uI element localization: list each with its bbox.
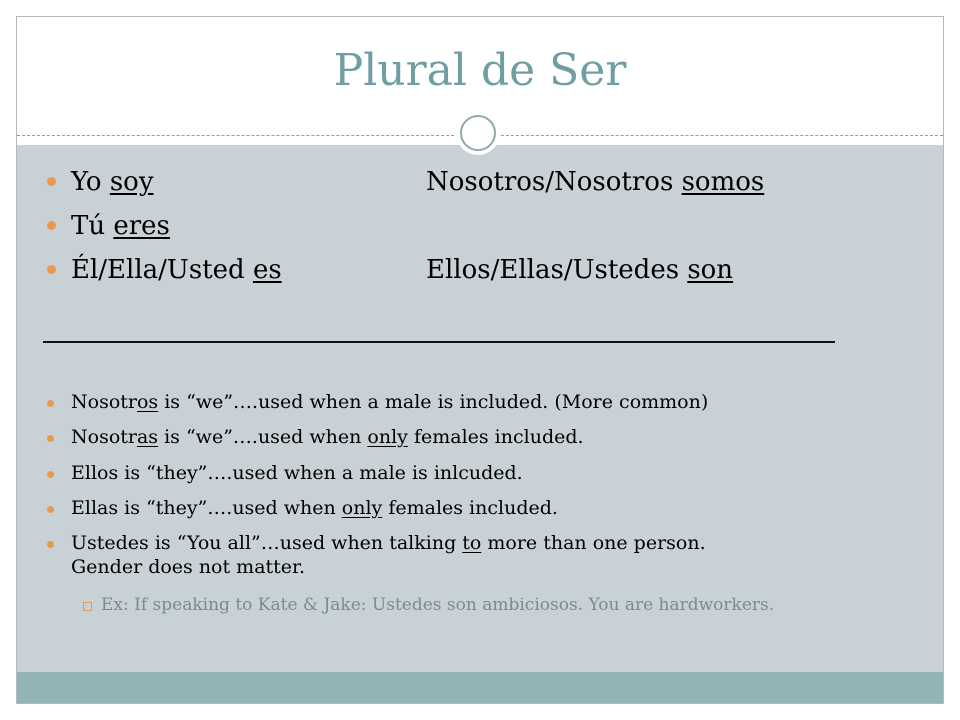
- pronoun-text: Ellos/Ellas/Ustedes: [426, 255, 688, 285]
- note-ustedes-line2: Gender does not matter.: [71, 556, 306, 578]
- note-text: is “we”….used when: [158, 426, 368, 448]
- bullet-icon: [47, 506, 54, 513]
- note-underline: to: [462, 532, 482, 554]
- note-underline: only: [367, 426, 408, 448]
- note-ellas: [71, 497, 558, 519]
- conjugation-ellos: [426, 255, 733, 285]
- conjugation-yo: [71, 167, 154, 197]
- bullet-icon: [47, 435, 54, 442]
- note-text: Nosotr: [71, 426, 137, 448]
- pronoun-text: Yo: [71, 167, 110, 197]
- conjugation-el: [71, 255, 282, 285]
- note-underline: as: [136, 426, 159, 448]
- footer-band: [17, 672, 943, 703]
- note-text: Ustedes is “You all”…used when talking: [71, 532, 463, 554]
- verb-text: soy: [109, 167, 154, 197]
- content-area: [17, 145, 943, 672]
- verb-text: son: [687, 255, 734, 285]
- example-text: Ex: If speaking to Kate & Jake: Ustedes son ambiciosos. You are hardworkers.: [101, 595, 775, 615]
- slide: [16, 16, 944, 704]
- note-underline: only: [341, 497, 383, 519]
- bullet-icon: [47, 177, 56, 186]
- verb-text: es: [252, 255, 282, 285]
- bullet-icon: [47, 541, 54, 548]
- note-text: females included.: [407, 426, 584, 448]
- note-ustedes: [71, 532, 706, 554]
- conjugation-tu: [71, 211, 170, 241]
- pronoun-text: Nosotros/Nosotros: [426, 167, 682, 197]
- note-text: females included.: [382, 497, 558, 519]
- note-text: more than one person.: [481, 532, 706, 554]
- note-nosotras: [71, 426, 584, 448]
- verb-text: eres: [113, 211, 170, 241]
- pronoun-text: Tú: [71, 211, 114, 241]
- note-text: Nosotr: [71, 391, 137, 413]
- square-bullet-icon: [83, 602, 92, 611]
- bullet-icon: [47, 400, 54, 407]
- horizontal-rule: [43, 341, 835, 343]
- verb-text: somos: [681, 167, 765, 197]
- bullet-icon: [47, 221, 56, 230]
- note-underline: os: [136, 391, 159, 413]
- slide-title: Plural de Ser: [333, 45, 627, 96]
- note-ellos: [71, 462, 523, 484]
- pronoun-text: Él/Ella/Usted: [71, 255, 253, 285]
- note-text: Ellos is “they”….used when a male is inlcuded.: [71, 462, 523, 484]
- bullet-icon: [47, 265, 56, 274]
- conjugation-nosotros: [426, 167, 764, 197]
- note-nosotros: [71, 391, 708, 413]
- note-text: Ellas is “they”….used when: [71, 497, 342, 519]
- bullet-icon: [47, 471, 54, 478]
- ring-ornament-icon: [456, 111, 500, 155]
- note-text: is “we”….used when a male is included. (More common): [158, 391, 709, 413]
